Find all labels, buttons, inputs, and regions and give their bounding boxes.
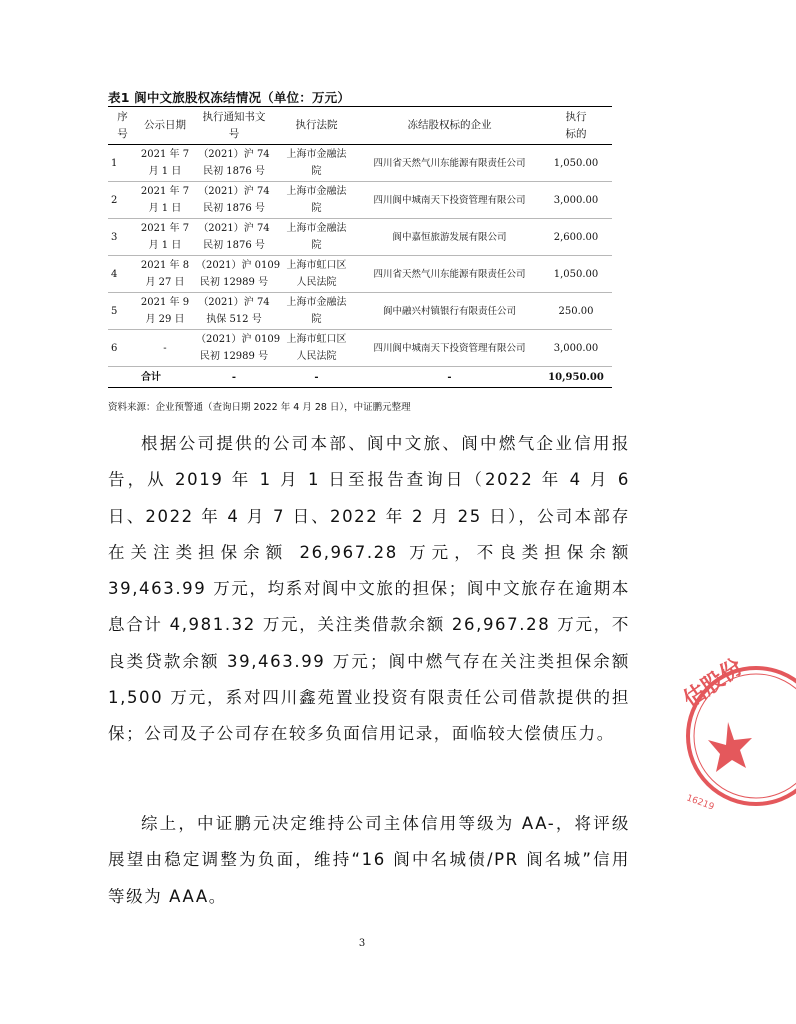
total-label: 合计 [141, 371, 161, 383]
svg-text:16219: 16219 [684, 793, 716, 813]
table-row: 5 2021 年 9 月 29 日 （2021）沪 74 执保 512 号 上海市金融法 院 阆中融兴村镇银行有限责任公司 250.00 [108, 293, 612, 330]
red-seal-stamp [676, 650, 796, 820]
page-number: 3 [358, 938, 366, 949]
body-paragraph: 根据公司提供的公司本部、阆中文旅、阆中燃气企业信用报告，从 2019 年 1 月 1 日至报告查询日（2022 年 4 月 6 日、2022 年 4 月 7 日、2022 年 2 月 25 日），公司本部存在关注类担保余额 26,967.28 万元，不良类担保余额 39,463.99 万元，均系对阆中文旅的担保；阆中文旅存在逾期本息合计 4,981.32 万元，关注类借款余额 26,967.28 万元，不良类贷款余额 39,463.99 万元；阆中燃气存在关注类担保余额 1,500 万元，系对四川鑫苑置业投资有限责任公司借款提供的担保；公司及子公司存在较多负面信用记录，面临较大偿债压力。 [108, 434, 630, 744]
header-date: 公示日期 [144, 119, 186, 131]
table-row: 4 2021 年 8 月 27 日 （2021）沪 0109 民初 12989 号 上海市虹口区 人民法院 四川省天然气川东能源有限责任公司 1,050.00 [108, 256, 612, 293]
header-no: 序 号 [117, 110, 128, 140]
source-note: 资料来源：企业预警通（查询日期 2022 年 4 月 28 日），中证鹏元整理 [108, 402, 411, 413]
table-row: 3 2021 年 7 月 1 日 （2021）沪 74 民初 1876 号 上海市金融法 院 阆中嘉恒旅游发展有限公司 2,600.00 [108, 219, 612, 256]
table-title: 表1 阆中文旅股权冻结情况（单位：万元） [108, 90, 351, 105]
table-total-row: 合计 - - - 10,950.00 [108, 367, 612, 388]
table-row: 6 - （2021）沪 0109 民初 12989 号 上海市虹口区 人民法院 四川阆中城南天下投资管理有限公司 3,000.00 [108, 330, 612, 367]
body-paragraph: 综上，中证鹏元决定维持公司主体信用等级为 AA-，将评级展望由稳定调整为负面，维持“16 阆中名城债/PR 阆名城”信用等级为 AAA。 [108, 814, 630, 906]
svg-text:估股份: 估股份 [679, 654, 748, 713]
table-row: 2 2021 年 7 月 1 日 （2021）沪 74 民初 1876 号 上海市金融法 院 四川阆中城南天下投资管理有限公司 3,000.00 [108, 182, 612, 219]
header-court: 执行法院 [295, 119, 338, 131]
table-row: 1 2021 年 7 月 1 日 （2021）沪 74 民初 1876 号 上海市金融法 院 四川省天然气川东能源有限责任公司 1,050.00 [108, 145, 612, 182]
table-header-row [108, 107, 612, 145]
header-amount: 执行 标的 [565, 110, 587, 140]
total-amount: 10,950.00 [548, 371, 604, 383]
header-doc: 执行通知书文 号 [202, 110, 266, 140]
header-enterprise: 冻结股权标的企业 [407, 119, 492, 131]
equity-freeze-table [108, 106, 612, 388]
